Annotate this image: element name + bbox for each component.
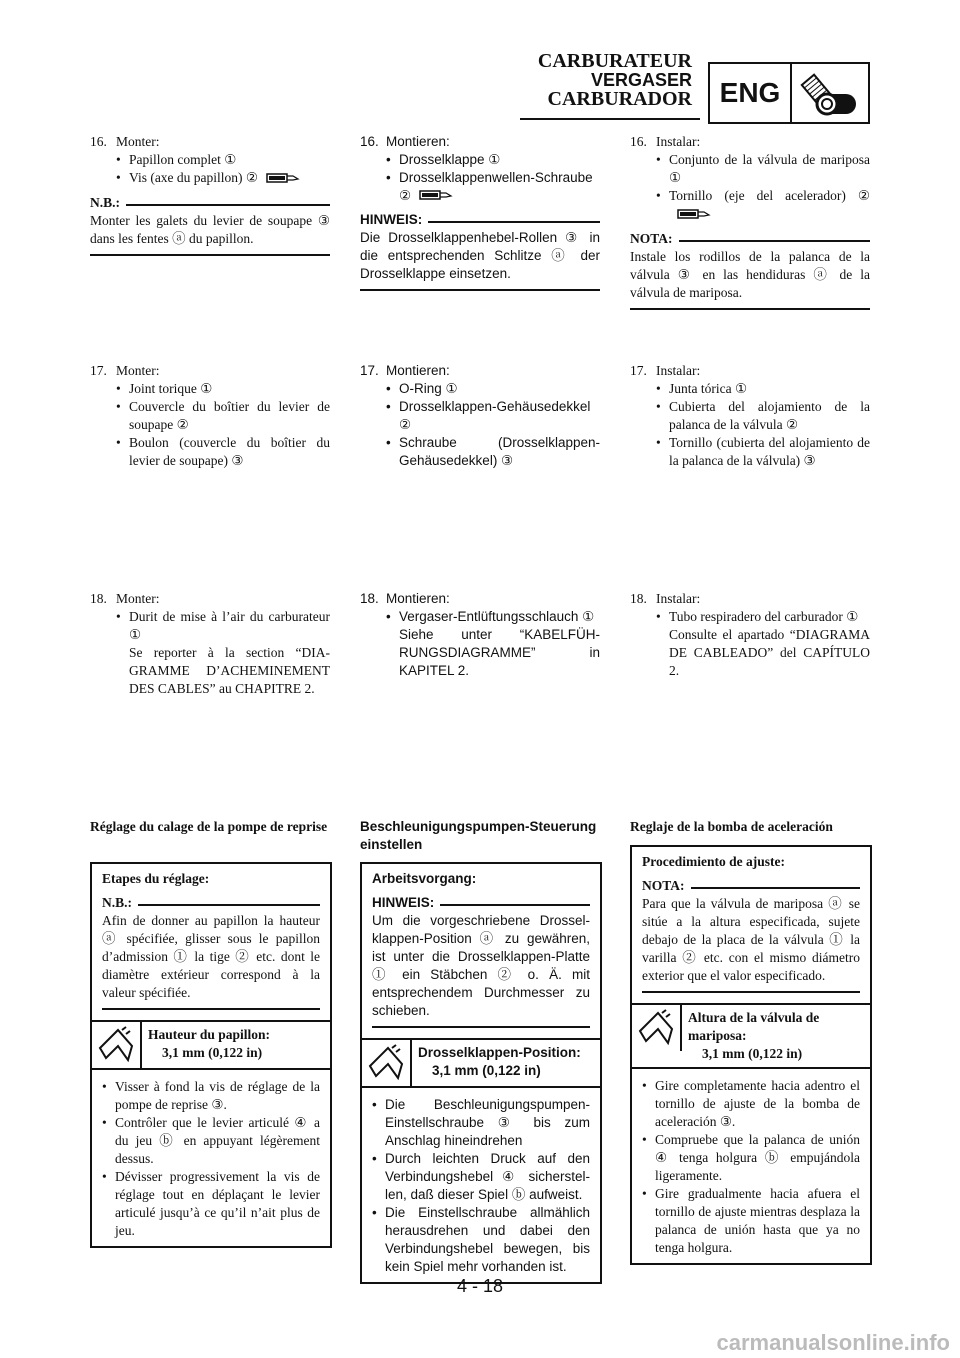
adjustment-box-es [630, 845, 872, 1265]
procedure-item: • Die Einstellschraube allmählich herausdrehen und dabei den Verbindungshebel bewegen, bis kein Spiel mehr vorhanden ist. [372, 1204, 590, 1276]
step-item-text: Tornillo (cubierta del alojamiento de la palanca de la válvula) ③ [669, 435, 870, 468]
step-item-text: Conjunto de la válvula de mariposa ① [669, 152, 870, 185]
step-item [386, 151, 600, 169]
step-item-text: Boulon (couvercle du boîtier du levier de soupape) ③ [129, 435, 330, 468]
note-rule [440, 904, 590, 906]
note-end-rule [630, 308, 870, 310]
step-item-text: Vergaser-Entlüftungsschlauch ① [399, 609, 595, 624]
note-text: Afin de donner au papillon la hauteur ⓐ spécifiée, glisser sous le papillon d’admission ① la tige ② etc. dont le diamètre extérieur correspond à la valeur spécifiée. [102, 913, 320, 1000]
procedure-item: • Compruebe que la palanca de unión ④ tenga holgura ⓑ empujándola ligeramente. [642, 1131, 860, 1185]
step-item [116, 151, 330, 169]
step-s18-es [630, 590, 870, 680]
caliper-icon [362, 1040, 412, 1086]
step-item-text: Drosselklappen-Gehäusedekkel ② [399, 399, 591, 432]
step-item [656, 398, 870, 434]
step-item-text: Junta tórica ① [669, 381, 748, 396]
step-title: Instalar: [656, 134, 701, 149]
note-end-rule [360, 289, 600, 291]
step-item-text: Drosselklappenwellen-Schraube ② [399, 170, 593, 203]
step-item-text: Couvercle du boîtier du levier de soupape ② [129, 399, 330, 432]
procedure-heading: Arbeitsvorgang: [372, 871, 477, 886]
note-text: Um die vorgeschriebene Drosselklappen-Position ⓐ zu gewähren, ist unter die Drosselklappen-Platte ① ein Stäbchen ② o. Ä. mit entsprechendem Durchmesser zu schieben. [372, 913, 590, 1018]
step-item-text: Tubo respiradero del carburador ① [669, 609, 859, 624]
step-title: Montieren: [386, 134, 450, 149]
step-s16-es [630, 133, 870, 310]
step-reference: Se reporter à la section “DIAGRAMME D’ACHEMINEMENT DES CABLES” au CHAPITRE 2. [129, 645, 330, 696]
spec-label: Drosselklappen-Position: [418, 1045, 581, 1060]
note-end-rule [90, 254, 330, 256]
step-title: Monter: [116, 363, 160, 378]
step-item [656, 151, 870, 187]
note-rule [126, 204, 330, 206]
note-text: Die Drosselklappenhebel-Rollen ③ in die entsprechenden Schlitze ⓐ der Drosselklappe einsetzen. [360, 230, 600, 282]
step-number: 16. [630, 134, 647, 149]
spec-row [362, 1038, 600, 1088]
step-item-text: Tornillo (eje del acelerador) ② [669, 188, 870, 203]
step-item [116, 169, 330, 188]
note-label: NOTA: [630, 230, 673, 246]
spec-label: Altura de la válvula de mariposa: [688, 1010, 820, 1043]
procedure-heading: Etapes du réglage: [102, 871, 210, 886]
section-header [538, 52, 692, 109]
step-item-text: Durit de mise à l’air du carburateur ① [129, 609, 330, 642]
procedure-item: • Gire gradualmente hacia afuera el tornillo de ajuste mientras desplaza la palanca de unión hasta que ya no tenga holgura. [642, 1185, 860, 1257]
note-end-rule [102, 1008, 320, 1010]
step-s17-de [360, 362, 600, 470]
step-item [386, 398, 600, 434]
step-item-text: Cubierta del alojamiento de la palanca de la válvula ② [669, 399, 870, 432]
step-s18-fr [90, 590, 330, 698]
note-label: HINWEIS: [360, 212, 423, 228]
adjustment-box-de [360, 862, 602, 1284]
note-end-rule [372, 1026, 590, 1028]
wrench-tool-icon [266, 170, 300, 188]
step-item-text: Papillon complet ① [129, 152, 237, 167]
caliper-icon [92, 1022, 142, 1068]
step-item [656, 187, 870, 224]
note-rule [428, 221, 600, 223]
step-reference: Consulte el apartado “DIAGRAMA DE CABLEADO” del CAPÍTULO 2. [669, 627, 870, 678]
procedure-item: • Die Beschleunigungspumpen-Einstellschraube ③ bis zum Anschlag hineindrehen [372, 1096, 590, 1150]
note-rule [138, 904, 320, 906]
spec-row [632, 1003, 870, 1069]
eng-label: ENG [710, 64, 792, 122]
step-item [386, 608, 600, 626]
procedure-item: • Dévisser progressivement la vis de réglage tout en déplaçant le levier articulé jusqu’à ce qu’il n’ait plus de jeu. [102, 1168, 320, 1240]
note-end-rule [642, 991, 860, 993]
adjustment-box-fr [90, 862, 332, 1248]
step-s16-de [360, 133, 600, 291]
step-title: Monter: [116, 134, 160, 149]
step-number: 16. [90, 134, 107, 149]
step-item-text: Schraube (Drosselklappen-Gehäusedekkel) ③ [399, 435, 600, 468]
spec-value: 3,1 mm (0,122 in) [162, 1045, 263, 1060]
note-label: N.B.: [90, 194, 120, 210]
spec-label: Hauteur du papillon: [148, 1027, 271, 1042]
procedure-heading: Procedimiento de ajuste: [642, 854, 785, 869]
wrench-tool-icon [677, 206, 711, 224]
step-item-text: Joint torique ① [129, 381, 213, 396]
note-rule [679, 240, 871, 242]
step-item [116, 380, 330, 398]
header-rule [520, 118, 700, 120]
step-item-text: Vis (axe du papillon) ② [129, 170, 259, 185]
step-item [656, 380, 870, 398]
spec-value: 3,1 mm (0,122 in) [432, 1063, 541, 1078]
watermark: carmanualsonline.info [716, 1330, 950, 1355]
step-item [386, 434, 600, 470]
note-label: HINWEIS: [372, 895, 435, 910]
step-title: Montieren: [386, 363, 450, 378]
step-s16-fr [90, 133, 330, 256]
note-rule [691, 887, 861, 889]
step-item [656, 608, 870, 626]
step-reference: Siehe unter “KABELFÜHRUNGSDIAGRAMME” in KAPITEL 2. [399, 627, 600, 678]
spec-row [92, 1020, 330, 1070]
note-text: Monter les galets du levier de soupape ③ dans les fentes ⓐ du papillon. [90, 212, 330, 246]
step-number: 17. [630, 363, 647, 378]
step-item-text: O-Ring ① [399, 381, 458, 396]
step-title: Montieren: [386, 591, 450, 606]
step-item [116, 398, 330, 434]
page-number: 4 - 18 [456, 1276, 504, 1296]
title-es: CARBURADOR [547, 88, 692, 110]
procedure-item: • Contrôler que le levier articulé ④ a du jeu ⓑ en appuyant légèrement dessus. [102, 1114, 320, 1168]
note-label: N.B.: [102, 895, 132, 910]
section-heading-es: Reglaje de la bomba de aceleración [630, 819, 833, 834]
step-s18-de [360, 590, 600, 680]
section-heading-fr: Réglage du calage de la pompe de reprise [90, 819, 328, 834]
step-item [116, 608, 330, 644]
step-number: 18. [630, 591, 647, 606]
step-number: 18. [360, 591, 379, 606]
step-item-text: Drosselklappe ① [399, 152, 501, 167]
step-item [386, 380, 600, 398]
step-item [656, 434, 870, 470]
step-s17-es [630, 362, 870, 470]
caliper-icon [632, 1005, 682, 1051]
step-number: 18. [90, 591, 107, 606]
step-number: 16. [360, 134, 379, 149]
section-heading-de: Beschleunigungspumpen-Steuerung einstellen [360, 819, 597, 852]
eng-badge [708, 62, 870, 124]
step-title: Instalar: [656, 591, 701, 606]
procedure-item: • Durch leichten Druck auf den Verbindungshebel ④ sicherstellen, daß dieser Spiel ⓑ aufweist. [372, 1150, 590, 1204]
step-number: 17. [90, 363, 107, 378]
step-title: Instalar: [656, 363, 701, 378]
step-number: 17. [360, 363, 379, 378]
procedure-item: • Visser à fond la vis de réglage de la pompe de reprise ③. [102, 1078, 320, 1114]
step-item [386, 169, 600, 205]
note-label: NOTA: [642, 878, 685, 893]
note-text: Instale los rodillos de la palanca de la válvula ③ en las hendiduras ⓐ de la válvula de mariposa. [630, 248, 870, 300]
note-text: Para que la válvula de mariposa ⓐ se sitúe a la altura especificada, sujete debajo de la placa de la válvula ① la varilla ② etc. con el mismo diámetro exterior que el valor especificado. [642, 896, 860, 983]
engine-carburetor-icon [792, 64, 868, 122]
step-s17-fr [90, 362, 330, 470]
spec-value: 3,1 mm (0,122 in) [702, 1046, 803, 1061]
title-fr: CARBURATEUR [537, 50, 692, 72]
step-title: Monter: [116, 591, 160, 606]
procedure-item: • Gire completamente hacia adentro el tornillo de ajuste de la bomba de aceleración ③. [642, 1077, 860, 1131]
wrench-tool-icon [419, 187, 453, 205]
step-item [116, 434, 330, 470]
title-de: VERGASER [590, 70, 692, 90]
